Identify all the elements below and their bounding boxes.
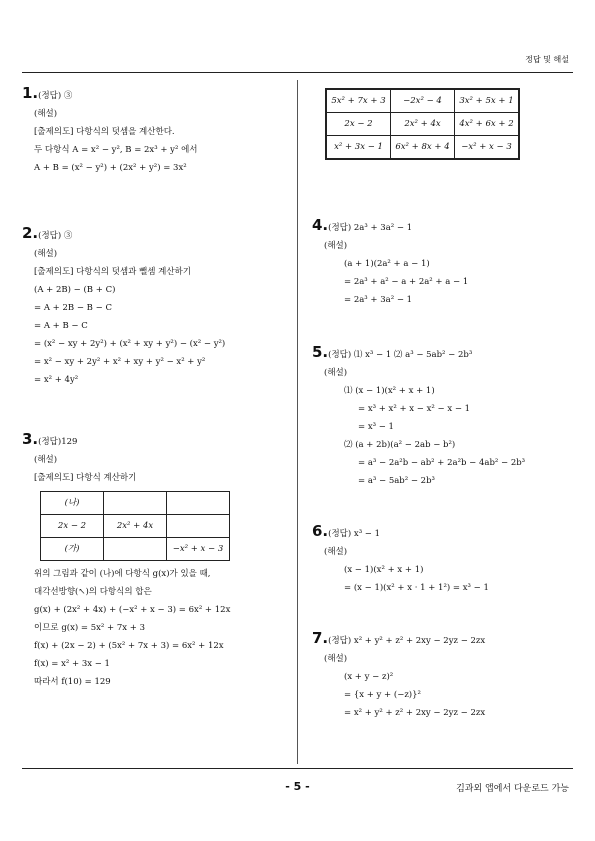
q6-line: (x − 1)(x² + x + 1) bbox=[344, 565, 424, 575]
q1-line: A + B = (x² − y²) + (2x² + y²) = 3x² bbox=[34, 163, 187, 173]
rt-cell: 3x² + 5x + 1 bbox=[455, 89, 520, 113]
rt-cell: 6x² + 8x + 4 bbox=[391, 136, 455, 160]
q4-number: 4. bbox=[312, 216, 329, 234]
q5-line: ⑴ (x − 1)(x² + x + 1) bbox=[344, 386, 435, 396]
q1-line: [출제의도] 다항식의 덧셈을 계산한다. bbox=[34, 127, 175, 137]
magic-square-table bbox=[325, 88, 520, 160]
header-title: 정답 및 해설 bbox=[525, 55, 569, 64]
q4-line: (해설) bbox=[324, 241, 348, 251]
top-rule bbox=[22, 72, 573, 73]
q2-line: (A + 2B) − (B + C) bbox=[34, 285, 116, 295]
rt-cell: 5x² + 7x + 3 bbox=[326, 89, 391, 113]
q2-answer: (정답) ③ bbox=[38, 231, 73, 241]
q3-cell bbox=[167, 515, 230, 538]
question-3 bbox=[22, 430, 230, 691]
q2-line: = A + B − C bbox=[34, 321, 88, 331]
q2-line: = (x² − xy + 2y²) + (x² + xy + y²) − (x² − y²) bbox=[34, 339, 226, 349]
q3-line: 따라서 f(10) = 129 bbox=[34, 677, 111, 687]
q6-line: = (x − 1)(x² + x · 1 + 1²) = x³ − 1 bbox=[344, 583, 489, 593]
rt-cell: 2x² + 4x bbox=[391, 113, 455, 136]
q3-line: [출제의도] 다항식 계산하기 bbox=[34, 473, 137, 483]
question-1 bbox=[22, 84, 198, 177]
q5-line: = a³ − 2a²b − ab² + 2a²b − 4ab² − 2b³ bbox=[358, 458, 526, 468]
q7-line: = x² + y² + z² + 2xy − 2yz − 2zx bbox=[344, 708, 486, 718]
rt-cell: 4x² + 6x + 2 bbox=[455, 113, 520, 136]
rt-cell: x² + 3x − 1 bbox=[326, 136, 391, 160]
q3-line: f(x) + (2x − 2) + (5x² + 7x + 3) = 6x² + 12x bbox=[34, 641, 224, 651]
rt-cell: −2x² − 4 bbox=[391, 89, 455, 113]
q2-number: 2. bbox=[22, 224, 39, 242]
q5-line: = x³ + x² + x − x² − x − 1 bbox=[358, 404, 471, 414]
q6-line: (해설) bbox=[324, 547, 348, 557]
q3-cell: (가) bbox=[41, 538, 104, 561]
q3-number: 3. bbox=[22, 430, 39, 448]
q3-line: 위의 그림과 같이 (나)에 다항식 g(x)가 있을 때, bbox=[34, 569, 211, 579]
q4-line: (a + 1)(2a² + a − 1) bbox=[344, 259, 430, 269]
q2-line: [출제의도] 다항식의 덧셈과 뺄셈 계산하기 bbox=[34, 267, 192, 277]
question-2 bbox=[22, 224, 225, 389]
q3-line: (해설) bbox=[34, 455, 58, 465]
q3-cell: −x² + x − 3 bbox=[167, 538, 230, 561]
right-table-wrap bbox=[325, 88, 520, 160]
q3-line: 대각선방향(↖)의 다항식의 합은 bbox=[34, 587, 152, 597]
q6-answer: (정답) x³ − 1 bbox=[328, 529, 381, 539]
page-number: - 5 - bbox=[285, 780, 310, 793]
q1-number: 1. bbox=[22, 84, 39, 102]
q7-line: = {x + y + (−z)}² bbox=[344, 690, 421, 700]
q1-line: 두 다항식 A = x² − y², B = 2x³ + y² 에서 bbox=[34, 145, 198, 155]
q3-cell bbox=[104, 492, 167, 515]
q2-line: = x² − xy + 2y² + x² + xy + y² − x² + y² bbox=[34, 357, 206, 367]
q4-line: = 2a³ + 3a² − 1 bbox=[344, 295, 413, 305]
q5-line: = a³ − 5ab² − 2b³ bbox=[358, 476, 435, 486]
q5-answer: (정답) ⑴ x³ − 1 ⑵ a³ − 5ab² − 2b³ bbox=[328, 350, 473, 360]
q3-line: f(x) = x² + 3x − 1 bbox=[34, 659, 110, 669]
q5-line: (해설) bbox=[324, 368, 348, 378]
q7-answer: (정답) x² + y² + z² + 2xy − 2yz − 2zx bbox=[328, 636, 486, 646]
q3-cell: 2x² + 4x bbox=[104, 515, 167, 538]
q5-line: = x³ − 1 bbox=[358, 422, 394, 432]
question-4 bbox=[312, 216, 468, 309]
rt-cell: 2x − 2 bbox=[326, 113, 391, 136]
q5-line: ⑵ (a + 2b)(a² − 2ab − b²) bbox=[344, 440, 456, 450]
q2-line: (해설) bbox=[34, 249, 58, 259]
q1-answer: (정답) ③ bbox=[38, 91, 73, 101]
q3-cell bbox=[104, 538, 167, 561]
q3-cell bbox=[167, 492, 230, 515]
q7-line: (x + y − z)² bbox=[344, 672, 394, 682]
q4-line: = 2a³ + a² − a + 2a² + a − 1 bbox=[344, 277, 469, 287]
q3-line: 이므로 g(x) = 5x² + 7x + 3 bbox=[34, 623, 145, 633]
q2-line: = A + 2B − B − C bbox=[34, 303, 112, 313]
q2-line: = x² + 4y² bbox=[34, 375, 79, 385]
q3-diagonal-table bbox=[40, 491, 230, 561]
q3-cell: 2x − 2 bbox=[41, 515, 104, 538]
q4-answer: (정답) 2a³ + 3a² − 1 bbox=[328, 223, 413, 233]
bottom-rule bbox=[22, 768, 573, 769]
q1-line: (해설) bbox=[34, 109, 58, 119]
question-6 bbox=[312, 522, 489, 597]
q3-line: g(x) + (2x² + 4x) + (−x² + x − 3) = 6x² + 12x bbox=[34, 605, 231, 615]
q7-number: 7. bbox=[312, 629, 329, 647]
q3-answer: (정답)129 bbox=[38, 437, 78, 447]
q5-number: 5. bbox=[312, 343, 329, 361]
question-5 bbox=[312, 343, 525, 490]
question-7 bbox=[312, 629, 485, 722]
rt-cell: −x² + x − 3 bbox=[455, 136, 520, 160]
footer-download-note: 김과외 앱에서 다운로드 가능 bbox=[456, 784, 569, 794]
q7-line: (해설) bbox=[324, 654, 348, 664]
q3-cell: (나) bbox=[41, 492, 104, 515]
column-divider bbox=[297, 80, 298, 764]
q6-number: 6. bbox=[312, 522, 329, 540]
